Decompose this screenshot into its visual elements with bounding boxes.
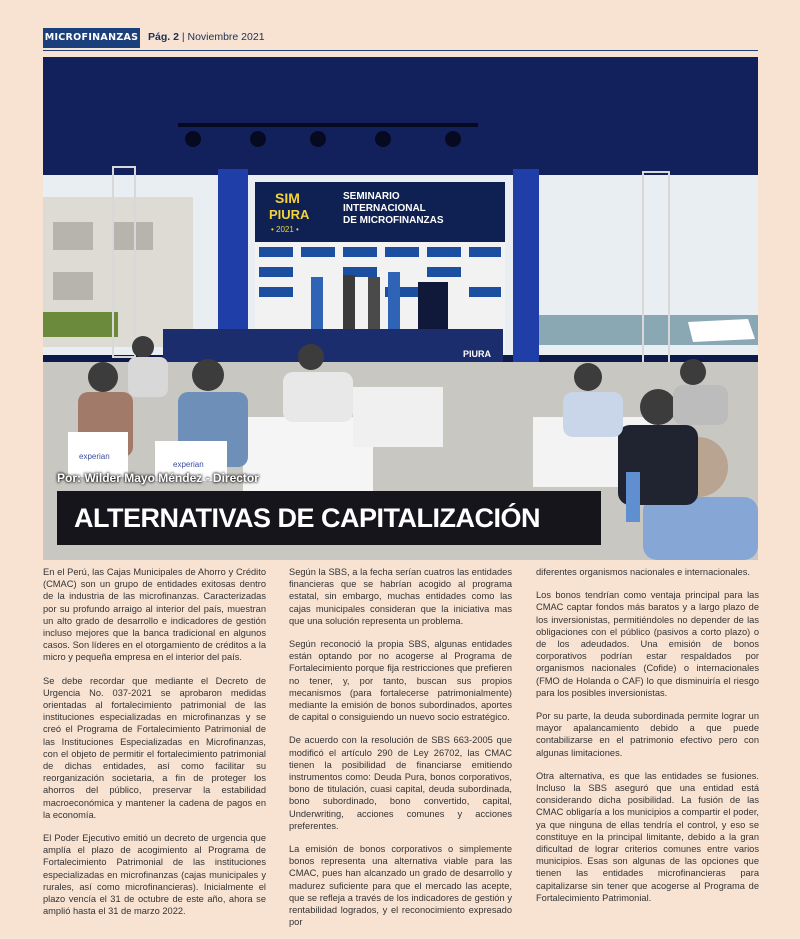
chair-sponsor-1: experian (79, 452, 110, 461)
paragraph: La emisión de bonos corporativos o simplemente bonos representa una alternativa viable para las CMAC, pues han alcanzado un grado de desarrollo y madurez suficiente para que el mercado las acepte, que se refleja a través de los indicadores de gestión y rentabilidad logrados, y el reconocimiento expresado por (289, 844, 512, 928)
paragraph: En el Perú, las Cajas Municipales de Ahorro y Crédito (CMAC) son un grupo de entidades exitosas dentro de la industria de las microfinanzas. Caracterizadas por su profundo arraigo al interior del país, muestran un alto grado de desarrollo e indicadores de gestión incluso mejores que la banca tradicional en algunos casos. Son líderes en el otorgamiento de créditos a la micro y pequeña empresa en el interior del país. (43, 567, 266, 663)
screen-title-line3: DE MICROFINANZAS (343, 215, 444, 226)
paragraph: diferentes organismos nacionales e internacionales. (536, 567, 750, 577)
screen-logo-line3: • 2021 • (271, 225, 299, 234)
paragraph: Según la SBS, a la fecha serían cuatros las entidades financieras que se habrían acogido al programa estatal, sin embargo, muchas entidades como las cajas municipales consideran que la iniciativa mas que una solución representa un problema. (289, 567, 512, 626)
screen-title-line1: SEMINARIO (343, 191, 400, 202)
page-number: Pág. 2 (148, 31, 179, 43)
screen-logo-line1: SIM (275, 190, 300, 206)
paragraph: Según reconoció la propia SBS, algunas entidades están optando por no acogerse al Programa de Fortalecimiento porque fija restricciones que prefieren no tener, y, por tanto, buscan sus propios mecanismos (para fortalecerse patrimonialmente) mediante la emisión de bonos subordinados, aportes de capital o consiguiendo un nuevo socio estratégico. (289, 639, 512, 723)
article-headline: ALTERNATIVAS DE CAPITALIZACIÓN (57, 491, 601, 545)
text-column-2 (289, 566, 512, 939)
chair-sponsor-2: experian (173, 460, 204, 469)
event-photo (43, 57, 758, 560)
stage-label: PIURA (463, 349, 492, 359)
text-column-3 (536, 566, 759, 915)
page-header (43, 28, 758, 51)
screen-title-line2: INTERNACIONAL (343, 203, 426, 214)
paragraph: Se debe recordar que mediante el Decreto de Urgencia No. 037-2021 se aprobaron medidas orientadas al fortalecimiento patrimonial de las instituciones especializadas en microfinanzas y se creó el Programa de Fortalecimiento Patrimonial de las Instituciones Especializadas en Microfinanzas, con el objeto de permitir el fortalecimiento patrimonial de dichas entidades, así como facilitar su reorganización societaria, a fin de proteger los ahorros del público, preservar la estabilidad macroeconómica y mantener la cadena de pagos en la economía. (43, 675, 266, 820)
paragraph: De acuerdo con la resolución de SBS 663-2005 que modificó el artículo 290 de Ley 26702, las CMAC tienen la posibilidad de financiarse emitiendo instrumentos como: Deuda Pura, bonos corporativos, bono de titulación, cuasi capital, deuda subordinada, bono subordinado, bono convertido, capital, Underwriting, acciones comunes y acciones preferentes. (289, 735, 512, 831)
issue-date: Noviembre 2021 (187, 31, 265, 43)
page-info-separator: | (178, 31, 188, 43)
paragraph: Por su parte, la deuda subordinada permite lograr un mayor apalancamiento debido a que puede contabilizarse en el patrimonio efectivo pero con algunas limitaciones. (536, 711, 759, 758)
screen-logo-line2: PIURA (269, 207, 310, 222)
page-info (148, 31, 265, 43)
paragraph: El Poder Ejecutivo emitió un decreto de urgencia que amplía el plazo de acogimiento al Programa de Fortalecimiento Patrimonial de las instituciones especializadas en microfinanzas (cajas municipales y rurales, así como microfinancieras). Inicialmente el plazo vencía el 31 de octubre de este año, ahora se amplió hasta el 31 de marzo 2022. (43, 833, 266, 917)
publication-logo: MICROFINANZAS (43, 28, 140, 48)
text-column-1 (43, 566, 266, 928)
paragraph: Otra alternativa, es que las entidades se fusiones. Incluso la SBS aseguró que una entidad está considerando dicha posibilidad. La fusión de las CMAC obligaría a los municipios a compartir el poder, ya que ninguna de ellas tendría el control, y eso se constituye en la principal limitante, debido a la gran dificultad de lograr criterios comunes entre varios municipios. Esas son algunas de las opciones que tienen las entidades microfinancieras para capitalizarse sin tener que acogerse al Programa de Fortalecimiento Patrimonial. (536, 770, 759, 903)
byline: Por: Wilder Mayo Méndez - Director (57, 471, 259, 485)
paragraph: Los bonos tendrían como ventaja principal para las CMAC captar fondos más baratos y a largo plazo de los inversionistas, permitiéndoles no depender de las obligaciones con el público (pasivos a corto plazo) o de los adeudados. Una emisión de bonos corporativos podrían estar respaldados por organismos nacionales (Cofide) o internacionales (FMO de Holanda o CAF) lo que disminuiría el riesgo para los posibles inversionistas. (536, 590, 759, 698)
